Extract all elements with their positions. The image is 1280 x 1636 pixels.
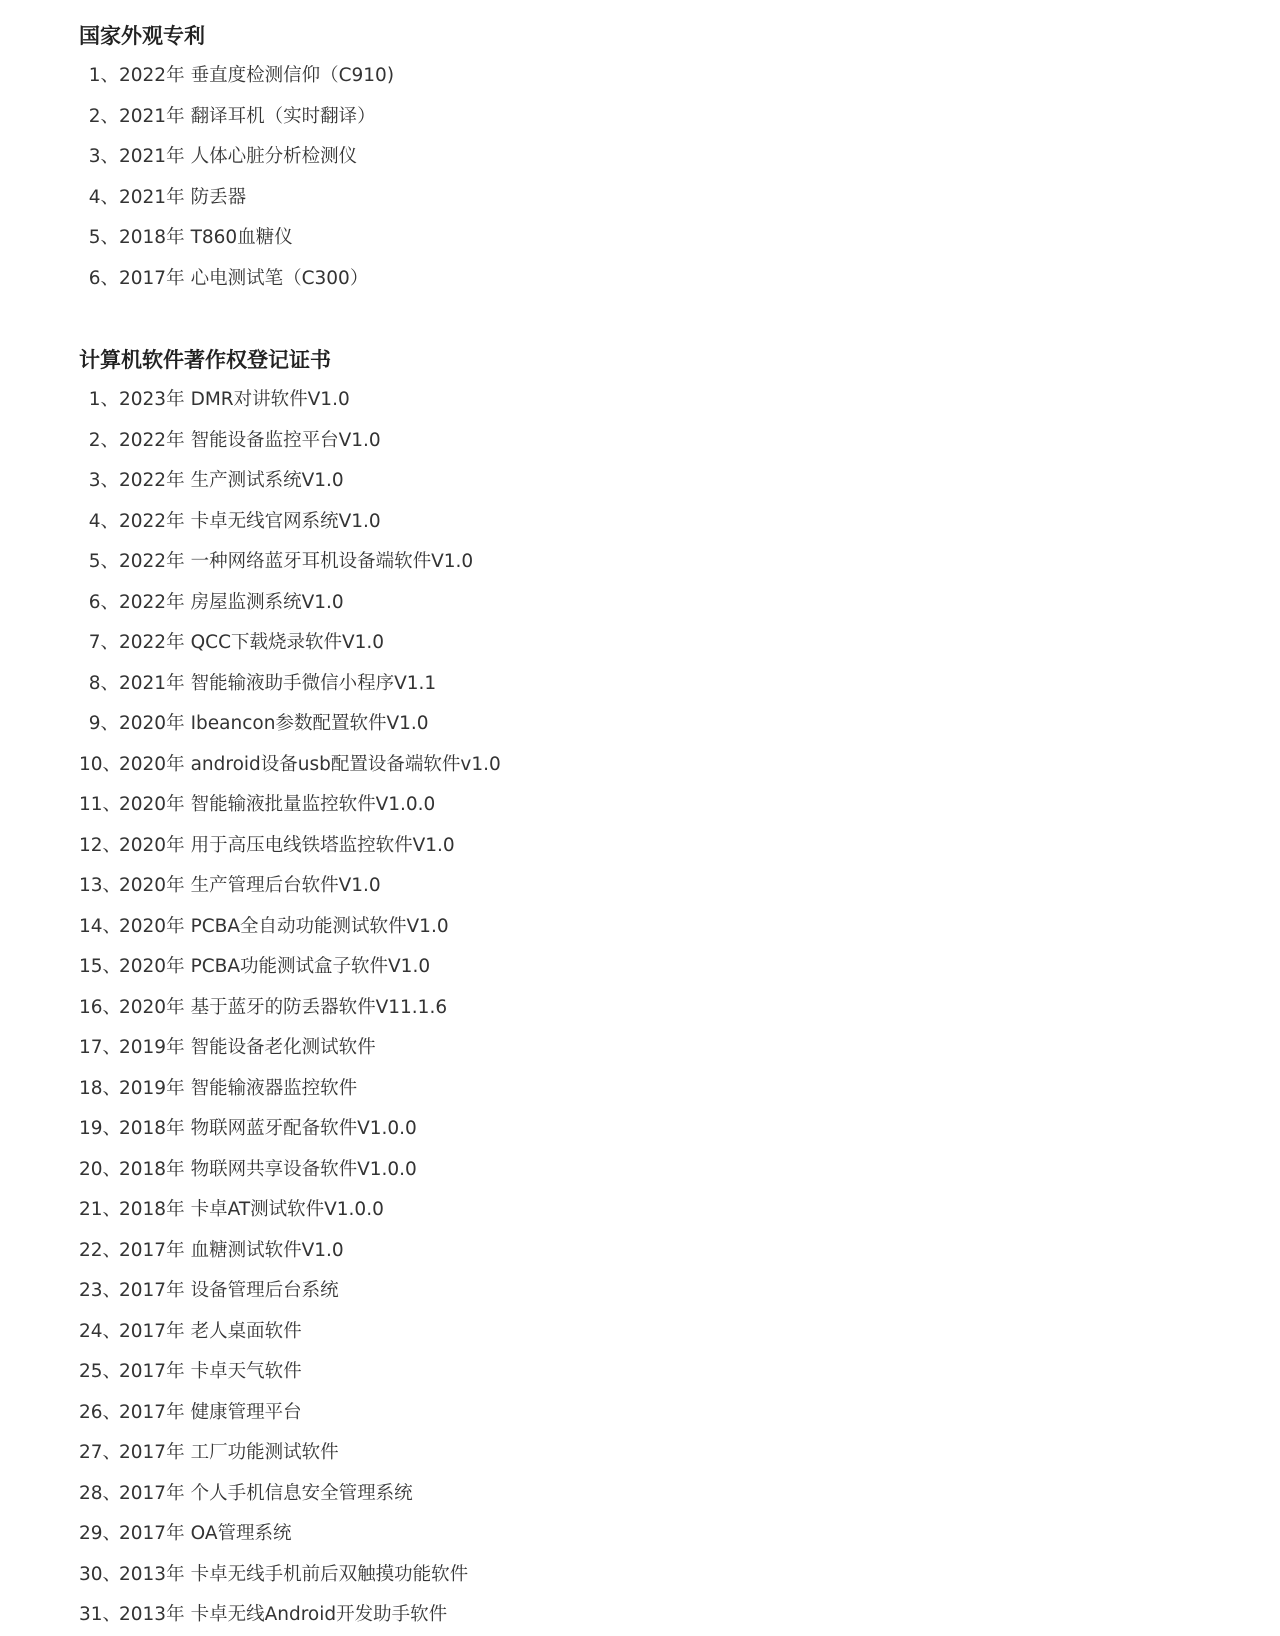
item-index: 19、 (79, 1118, 122, 1139)
item-year: 2017年 (119, 1401, 185, 1423)
item-index: 12、 (79, 834, 122, 856)
item-year: 2020年 (119, 996, 185, 1018)
item-title: 老人桌面软件 (190, 1320, 302, 1342)
list-item (79, 380, 979, 421)
item-index: 16、 (79, 996, 122, 1018)
list-item (79, 988, 979, 1029)
item-index: 8、 (88, 672, 119, 694)
software-copyright-list (79, 380, 979, 1636)
list-item (79, 461, 979, 502)
item-year: 2017年 (119, 1442, 185, 1463)
item-index: 4、 (88, 186, 119, 208)
item-title: 人体心脏分析检测仪 (190, 146, 358, 167)
list-item (79, 218, 979, 259)
item-index: 18、 (79, 1077, 122, 1099)
item-title: 卡卓天气软件 (190, 1361, 302, 1382)
item-index: 23、 (79, 1280, 122, 1301)
item-year: 2020年 (119, 753, 185, 775)
item-index: 9、 (88, 713, 119, 734)
item-title: 卡卓无线手机前后双触摸功能软件 (190, 1563, 469, 1585)
item-title: 防丢器 (190, 186, 247, 208)
item-year: 2021年 (119, 672, 185, 694)
item-title: 生产管理后台软件V1.0 (190, 875, 381, 896)
item-index: 3、 (88, 470, 119, 491)
item-index: 20、 (79, 1158, 122, 1180)
item-index: 2、 (88, 105, 119, 127)
item-index: 6、 (88, 267, 119, 289)
list-item (79, 785, 979, 826)
item-index: 30、 (79, 1563, 122, 1585)
item-year: 2020年 (119, 915, 185, 937)
list-item (79, 866, 979, 907)
item-year: 2019年 (119, 1077, 185, 1099)
list-item (79, 259, 979, 300)
item-title: 物联网共享设备软件V1.0.0 (190, 1158, 417, 1180)
item-title: 房屋监测系统V1.0 (190, 591, 344, 613)
list-item (79, 1190, 979, 1231)
item-year: 2021年 (119, 146, 185, 167)
list-item (79, 1069, 979, 1110)
list-item (79, 907, 979, 948)
list-item (79, 178, 979, 219)
item-index: 28、 (79, 1482, 122, 1504)
item-title: 智能输液器监控软件 (190, 1077, 358, 1099)
item-year: 2022年 (119, 470, 185, 491)
item-index: 26、 (79, 1401, 122, 1423)
list-item (79, 1231, 979, 1272)
list-item (79, 1028, 979, 1069)
item-year: 2022年 (119, 632, 185, 653)
item-year: 2022年 (119, 65, 185, 86)
design-patents-section (79, 16, 979, 299)
list-item (79, 1393, 979, 1434)
list-item (79, 1555, 979, 1596)
list-item (79, 704, 979, 745)
item-year: 2019年 (119, 1037, 185, 1058)
item-title: 基于蓝牙的防丢器软件V11.1.6 (190, 996, 448, 1018)
item-year: 2020年 (119, 956, 185, 977)
list-item (79, 1474, 979, 1515)
item-title: 智能输液助手微信小程序V1.1 (190, 672, 437, 694)
item-title: PCBA功能测试盒子软件V1.0 (190, 956, 431, 977)
item-index: 1、 (88, 389, 119, 410)
item-year: 2021年 (119, 186, 185, 208)
item-year: 2022年 (119, 429, 185, 451)
item-index: 5、 (88, 227, 119, 248)
item-year: 2017年 (119, 1523, 185, 1544)
item-index: 7、 (88, 632, 119, 653)
item-index: 6、 (88, 591, 119, 613)
item-year: 2022年 (119, 510, 185, 532)
item-title: 卡卓无线Android开发助手软件 (190, 1604, 448, 1625)
item-year: 2018年 (119, 1199, 185, 1220)
item-index: 17、 (79, 1037, 122, 1058)
item-year: 2013年 (119, 1604, 185, 1625)
item-title: 健康管理平台 (190, 1401, 302, 1423)
list-item (79, 1595, 979, 1636)
item-title: 生产测试系统V1.0 (190, 470, 344, 491)
list-item (79, 1312, 979, 1353)
item-index: 14、 (79, 915, 122, 937)
item-index: 27、 (79, 1442, 122, 1463)
item-title: 物联网蓝牙配备软件V1.0.0 (190, 1118, 417, 1139)
item-year: 2018年 (119, 1158, 185, 1180)
item-index: 31、 (79, 1604, 122, 1625)
item-title: 一种网络蓝牙耳机设备端软件V1.0 (190, 551, 474, 572)
item-index: 21、 (79, 1199, 122, 1220)
item-title: 血糖测试软件V1.0 (190, 1239, 344, 1261)
list-item (79, 664, 979, 705)
item-title: 设备管理后台系统 (190, 1280, 339, 1301)
item-title: 智能设备老化测试软件 (190, 1037, 376, 1058)
list-item (79, 542, 979, 583)
item-index: 15、 (79, 956, 122, 977)
item-year: 2017年 (119, 267, 185, 289)
item-year: 2017年 (119, 1320, 185, 1342)
list-item (79, 583, 979, 624)
item-index: 3、 (88, 146, 119, 167)
list-item (79, 1150, 979, 1191)
software-copyright-section (79, 340, 979, 1636)
item-title: 心电测试笔（C300） (190, 267, 369, 289)
list-item (79, 421, 979, 462)
list-item (79, 56, 979, 97)
list-item (79, 1352, 979, 1393)
list-item (79, 1109, 979, 1150)
item-title: T860血糖仪 (190, 227, 293, 248)
list-item (79, 502, 979, 543)
item-index: 22、 (79, 1239, 122, 1261)
list-item (79, 97, 979, 138)
design-patents-list (79, 56, 979, 299)
item-year: 2018年 (119, 227, 185, 248)
item-year: 2020年 (119, 875, 185, 896)
item-year: 2017年 (119, 1280, 185, 1301)
item-year: 2017年 (119, 1239, 185, 1261)
item-year: 2013年 (119, 1563, 185, 1585)
list-item (79, 826, 979, 867)
item-year: 2017年 (119, 1361, 185, 1382)
list-item (79, 947, 979, 988)
item-year: 2023年 (119, 389, 185, 410)
item-title: 智能输液批量监控软件V1.0.0 (190, 794, 436, 815)
item-title: 卡卓无线官网系统V1.0 (190, 510, 381, 532)
item-year: 2018年 (119, 1118, 185, 1139)
list-item (79, 1271, 979, 1312)
item-index: 13、 (79, 875, 122, 896)
item-year: 2020年 (119, 713, 185, 734)
item-index: 10、 (79, 753, 122, 775)
item-title: 用于高压电线铁塔监控软件V1.0 (190, 834, 455, 856)
list-item (79, 1433, 979, 1474)
item-index: 5、 (88, 551, 119, 572)
item-index: 2、 (88, 429, 119, 451)
item-index: 1、 (88, 65, 119, 86)
item-title: 翻译耳机（实时翻译） (190, 105, 376, 127)
section-title: 计算机软件著作权登记证书 (79, 348, 331, 372)
item-year: 2020年 (119, 834, 185, 856)
item-title: DMR对讲软件V1.0 (190, 389, 350, 410)
item-title: Ibeancon参数配置软件V1.0 (190, 713, 429, 734)
item-index: 11、 (79, 794, 122, 815)
list-item (79, 623, 979, 664)
item-index: 24、 (79, 1320, 122, 1342)
item-index: 29、 (79, 1523, 122, 1544)
item-title: 智能设备监控平台V1.0 (190, 429, 381, 451)
section-title: 国家外观专利 (79, 24, 205, 48)
item-title: 个人手机信息安全管理系统 (190, 1482, 413, 1504)
item-title: 卡卓AT测试软件V1.0.0 (190, 1199, 384, 1220)
item-year: 2021年 (119, 105, 185, 127)
list-item (79, 137, 979, 178)
item-title: PCBA全自动功能测试软件V1.0 (190, 915, 449, 937)
item-title: 工厂功能测试软件 (190, 1442, 339, 1463)
item-year: 2022年 (119, 551, 185, 572)
item-title: 垂直度检测信仰（C910) (190, 65, 395, 86)
list-item (79, 745, 979, 786)
list-item (79, 1514, 979, 1555)
item-year: 2022年 (119, 591, 185, 613)
item-title: OA管理系统 (190, 1523, 292, 1544)
item-year: 2017年 (119, 1482, 185, 1504)
item-title: QCC下载烧录软件V1.0 (190, 632, 385, 653)
item-index: 4、 (88, 510, 119, 532)
item-year: 2020年 (119, 794, 185, 815)
item-index: 25、 (79, 1361, 122, 1382)
item-title: android设备usb配置设备端软件v1.0 (190, 753, 501, 775)
